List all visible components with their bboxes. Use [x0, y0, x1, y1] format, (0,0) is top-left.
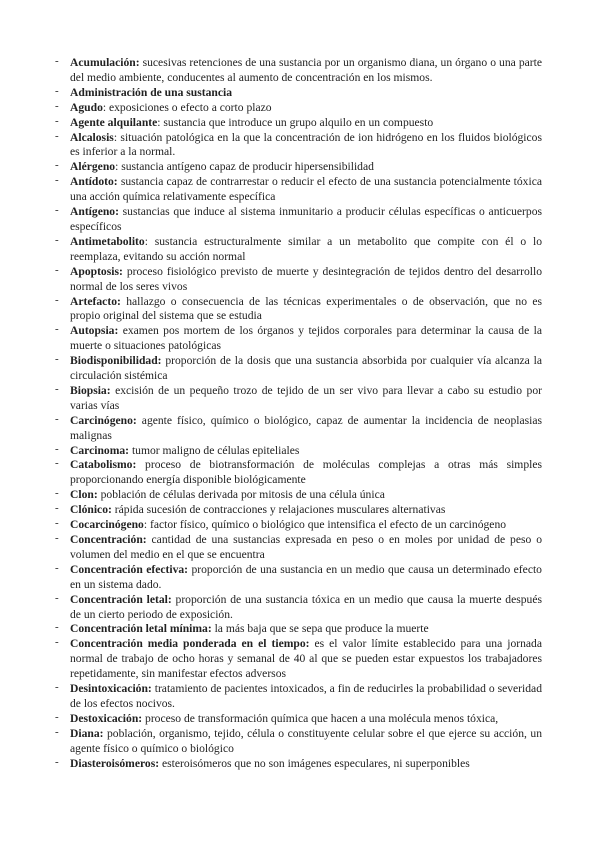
glossary-term: Alérgeno [70, 160, 116, 174]
bullet-dash: - [55, 55, 59, 67]
glossary-entry [52, 712, 542, 727]
glossary-term: Agente alquilante [70, 115, 158, 129]
glossary-definition: hallazgo o consecuencia de las técnicas experimentales o de observación, que no es propio original del sistema que se estudia [70, 294, 542, 323]
glossary-entry [52, 727, 542, 757]
glossary-term: Antídoto: [70, 175, 118, 189]
bullet-dash: - [55, 517, 59, 530]
bullet-dash: - [55, 174, 59, 187]
bullet-dash: - [55, 353, 59, 366]
bullet-dash: - [55, 323, 59, 336]
bullet-dash: - [55, 233, 59, 246]
glossary-entry [52, 444, 542, 459]
glossary-definition: sustancias que induce al sistema inmunitario a producir células específicas o anticuerpos específicos [70, 205, 542, 233]
bullet-dash: - [55, 114, 59, 127]
glossary-term: Concentración: [70, 533, 147, 546]
glossary-entry [52, 265, 542, 295]
glossary-definition: proporción de una sustancia tóxica en un medio que causa la muerte después de un cierto periodo de exposición. [70, 592, 542, 621]
glossary-definition: : factor físico, químico o biológico que intensifica el efecto de un carcinógeno [143, 518, 507, 532]
glossary-term: Carcinógeno: [70, 413, 137, 427]
glossary-term: Concentración efectiva: [70, 562, 189, 576]
glossary-term: Desintoxicación: [70, 682, 152, 696]
glossary-entry [52, 101, 542, 116]
glossary-definition: excisión de un pequeño trozo de tejido de un ser vivo para llevar a cabo su estudio por varias vías [70, 383, 542, 412]
glossary-definition: examen pos mortem de los órganos y tejidos corporales para determinar la causa de la muerte o situaciones patológicas [70, 324, 542, 353]
glossary-term: Artefacto: [70, 294, 121, 308]
bullet-dash: - [55, 293, 59, 306]
glossary-term: Alcalosis [70, 130, 114, 144]
bullet-dash: - [55, 457, 59, 470]
glossary-term: Catabolismo: [70, 458, 137, 472]
glossary-definition: población de células derivada por mitosis de una célula única [97, 488, 385, 502]
glossary-entry [52, 622, 542, 637]
bullet-dash: - [55, 681, 59, 694]
glossary-term: Concentración letal mínima: [70, 622, 212, 636]
glossary-definition: : situación patológica en la que la concentración de ion hidrógeno en los fluidos biológicos es inferior a la normal. [70, 130, 542, 159]
glossary-definition: es el valor límite establecido para una jornada normal de trabajo de ocho horas y semanal de 40 al que se pueden estar expuestos los trabajadores repetidamente, sin manifestar efectos adversos [70, 637, 542, 681]
glossary-entry [52, 354, 542, 384]
bullet-dash: - [55, 561, 59, 574]
glossary-entry [52, 86, 542, 101]
bullet-dash: - [55, 636, 59, 649]
glossary-definition: : sustancia que introduce un grupo alquilo en un compuesto [157, 115, 434, 129]
glossary-term: Destoxicación: [70, 711, 143, 725]
glossary-term: Autopsia: [70, 324, 119, 338]
glossary-entry [52, 593, 542, 623]
bullet-dash: - [55, 412, 59, 425]
glossary-definition: agente físico, químico o biológico, capaz de aumentar la incidencia de neoplasias malignas [70, 413, 542, 442]
glossary-entry [52, 324, 542, 354]
glossary-definition: proceso fisiológico previsto de muerte y desintegración de tejidos dentro del desarrollo normal de los seres vivos [70, 264, 542, 293]
bullet-dash: - [55, 755, 59, 768]
glossary-entry [52, 116, 542, 131]
bullet-dash: - [55, 487, 59, 500]
glossary-definition: la más baja que se sepa que produce la muerte [211, 622, 429, 636]
glossary-definition: población, organismo, tejido, célula o constituyente celular sobre el que ejerce su acción, un agente físico o químico o biológico [70, 726, 542, 755]
glossary-term: Diasteroisómeros: [70, 756, 160, 770]
bullet-dash: - [55, 710, 59, 723]
glossary-entry [52, 295, 542, 325]
glossary-term: Apoptosis: [70, 264, 123, 278]
glossary-entry [52, 160, 542, 175]
glossary-definition: tumor maligno de células epiteliales [129, 443, 300, 457]
glossary-term: Antígeno: [70, 205, 119, 219]
glossary-entry [52, 414, 542, 444]
glossary-term: Acumulación: [70, 56, 140, 69]
glossary-term: Carcinoma: [70, 443, 130, 457]
glossary-entry [52, 175, 542, 205]
glossary-entry [52, 56, 542, 86]
glossary-term: Biopsia: [70, 383, 111, 397]
glossary-entry [52, 563, 542, 593]
glossary-entry [52, 518, 542, 533]
glossary-entry [52, 235, 542, 265]
bullet-dash: - [55, 382, 59, 395]
glossary-term: Diana: [70, 726, 104, 740]
glossary-entry [52, 757, 542, 772]
glossary-term: Clónico: [70, 503, 112, 517]
bullet-dash: - [55, 84, 59, 97]
glossary-entry [52, 458, 542, 488]
glossary-definition: : sustancia estructuralmente similar a un metabolito que compite con él o lo reemplaza, evitando su acción normal [70, 234, 542, 263]
glossary-definition: sucesivas retenciones de una sustancia por un organismo diana, un órgano o una parte del medio ambiente, conducentes al aumento de concentración en los mismos. [70, 56, 542, 84]
document-page [52, 56, 542, 772]
bullet-dash: - [55, 442, 59, 455]
glossary-term: Biodisponibilidad: [70, 354, 162, 368]
glossary-definition: proceso de biotransformación de moléculas complejas a otras más simples proporcionando energía disponible biológicamente [70, 458, 542, 487]
glossary-term: Cocarcinógeno [70, 518, 144, 532]
bullet-dash: - [55, 204, 59, 217]
bullet-dash: - [55, 502, 59, 515]
bullet-dash: - [55, 532, 59, 544]
bullet-dash: - [55, 621, 59, 634]
glossary-term: Clon: [70, 488, 98, 502]
glossary-entry [52, 533, 542, 563]
glossary-definition: : sustancia antígeno capaz de producir hipersensibilidad [115, 160, 374, 174]
bullet-dash: - [55, 99, 59, 112]
glossary-definition: cantidad de una sustancias expresada en peso o en moles por unidad de peso o volumen del medio en el que se encuentra [70, 533, 542, 561]
bullet-dash: - [55, 725, 59, 738]
glossary-definition: proceso de transformación química que hacen a una molécula menos tóxica, [142, 711, 499, 725]
glossary-entry [52, 131, 542, 161]
glossary-definition: esteroisómeros que no son imágenes especulares, ni superponibles [159, 756, 470, 770]
bullet-dash: - [55, 591, 59, 604]
bullet-dash: - [55, 129, 59, 142]
glossary-entry [52, 637, 542, 682]
glossary-definition: sustancia capaz de contrarrestar o reducir el efecto de una sustancia potencialmente tóxica una acción química relativamente específica [70, 175, 542, 204]
glossary-term: Concentración media ponderada en el tiempo: [70, 637, 310, 651]
glossary-entry [52, 384, 542, 414]
glossary-definition: tratamiento de pacientes intoxicados, a fin de reducirles la probabilidad o severidad de los efectos nocivos. [70, 682, 542, 710]
glossary-definition: proporción de la dosis que una sustancia absorbida por cualquier vía alcanza la circulación sistémica [70, 354, 542, 383]
glossary-term: Administración de una sustancia [70, 85, 233, 99]
bullet-dash: - [55, 159, 59, 172]
glossary-term: Concentración letal: [70, 592, 172, 606]
glossary-entry [52, 503, 542, 518]
glossary-definition: rápida sucesión de contracciones y relajaciones musculares alternativas [111, 503, 446, 517]
glossary-entry [52, 488, 542, 503]
glossary-entry [52, 682, 542, 712]
glossary-definition: proporción de una sustancia en un medio que causa un determinado efecto en un sistema dado. [70, 562, 542, 591]
glossary-definition: : exposiciones o efecto a corto plazo [102, 100, 272, 114]
glossary-term: Agudo [70, 100, 103, 114]
glossary-term: Antimetabolito [70, 234, 145, 248]
glossary-list [52, 56, 542, 772]
bullet-dash: - [55, 263, 59, 276]
glossary-entry [52, 205, 542, 235]
